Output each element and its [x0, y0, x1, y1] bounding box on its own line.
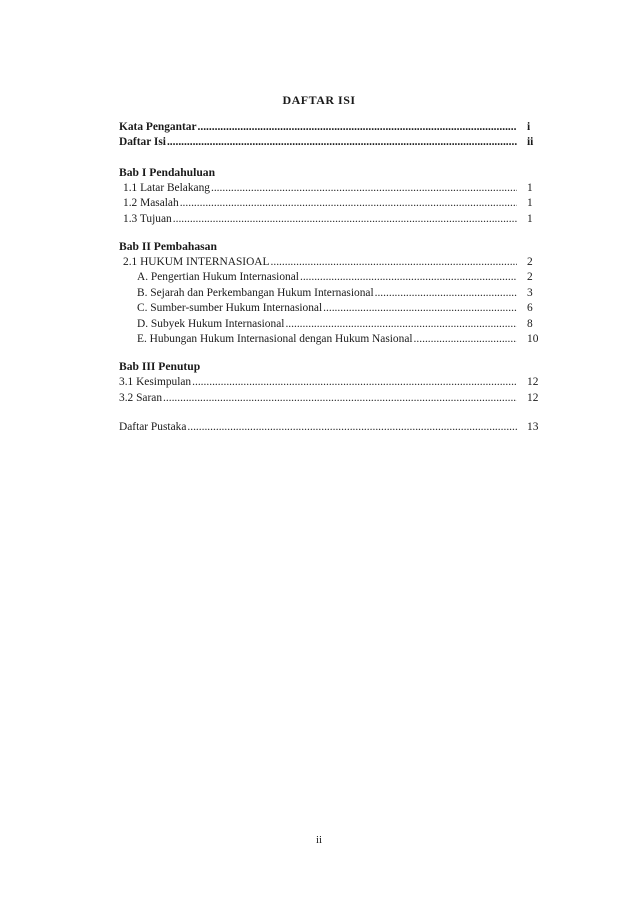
- toc-entry-page: 1: [527, 212, 533, 225]
- toc-entry-label: Kata Pengantar: [119, 121, 197, 133]
- toc-entry-pengertian[interactable]: [119, 270, 549, 285]
- toc-entry-hukum-internasional[interactable]: [119, 255, 549, 270]
- section-heading-bab-3: Bab III Penutup: [119, 360, 201, 374]
- section-heading-bab-1: Bab I Pendahuluan: [119, 165, 216, 179]
- toc-entry-sumber[interactable]: [119, 301, 549, 316]
- dot-leader: [414, 332, 517, 347]
- toc-entry-hubungan[interactable]: [119, 332, 549, 347]
- toc-entry-page: 1: [527, 197, 533, 210]
- dot-leader: [173, 212, 517, 227]
- toc-entry-label: 2.1 HUKUM INTERNASIOAL: [123, 255, 270, 268]
- toc-entry-label: B. Sejarah dan Perkembangan Hukum Internasional: [137, 286, 374, 299]
- dot-leader: [192, 375, 517, 390]
- toc-entry-kesimpulan[interactable]: [119, 375, 549, 390]
- toc-entry-label: Daftar Isi: [119, 136, 166, 149]
- toc-entry-page: 3: [527, 286, 533, 299]
- dot-leader: [167, 135, 517, 150]
- toc-entry-latar-belakang[interactable]: [119, 181, 549, 196]
- toc-entry-page: 2: [527, 255, 533, 268]
- table-of-contents: [119, 120, 549, 435]
- toc-entry-label: 1.2 Masalah: [123, 197, 179, 210]
- dot-leader: [285, 317, 517, 332]
- toc-entry-page: ii: [527, 136, 534, 149]
- dot-leader: [180, 196, 517, 211]
- toc-entry-sejarah[interactable]: [119, 286, 549, 301]
- dot-leader: [300, 270, 517, 285]
- toc-entry-page: 2: [527, 271, 533, 284]
- toc-entry-page: 1: [527, 181, 533, 194]
- toc-entry-label: D. Subyek Hukum Internasional: [137, 317, 285, 330]
- toc-entry-saran[interactable]: [119, 391, 549, 406]
- dot-leader: [323, 301, 517, 316]
- toc-entry-daftar-pustaka[interactable]: [119, 420, 549, 435]
- toc-entry-label: E. Hubungan Hukum Internasional dengan Hukum Nasional: [137, 332, 413, 345]
- section-heading-bab-2: Bab II Pembahasan: [119, 239, 217, 253]
- dot-leader: [211, 181, 517, 196]
- page-title: DAFTAR ISI: [282, 93, 356, 107]
- toc-entry-label: 1.3 Tujuan: [123, 212, 172, 225]
- toc-entry-subyek[interactable]: [119, 317, 549, 332]
- footer-page-number: ii: [315, 834, 323, 846]
- toc-entry-tujuan[interactable]: [119, 212, 549, 227]
- dot-leader: [271, 255, 518, 270]
- toc-entry-label: 1.1 Latar Belakang: [123, 181, 210, 194]
- toc-entry-label: 3.2 Saran: [119, 391, 163, 404]
- toc-entry-page: 12: [527, 376, 539, 389]
- toc-entry-daftar-isi[interactable]: [119, 135, 549, 150]
- dot-leader: [375, 286, 517, 301]
- toc-entry-label: C. Sumber-sumber Hukum Internasional: [137, 302, 323, 315]
- toc-entry-kata-pengantar[interactable]: [119, 120, 549, 135]
- toc-entry-page: 12: [527, 391, 539, 404]
- toc-entry-page: 13: [527, 421, 539, 434]
- toc-entry-page: 8: [527, 317, 533, 330]
- toc-entry-page: i: [527, 121, 531, 133]
- dot-leader: [187, 420, 517, 435]
- toc-entry-label: 3.1 Kesimpulan: [119, 376, 192, 389]
- toc-entry-page: 10: [527, 332, 539, 345]
- dot-leader: [163, 391, 517, 406]
- toc-entry-label: A. Pengertian Hukum Internasional: [137, 271, 299, 284]
- toc-entry-page: 6: [527, 302, 533, 315]
- toc-entry-label: Daftar Pustaka: [119, 421, 187, 434]
- dot-leader: [198, 120, 517, 135]
- toc-entry-masalah[interactable]: [119, 196, 549, 211]
